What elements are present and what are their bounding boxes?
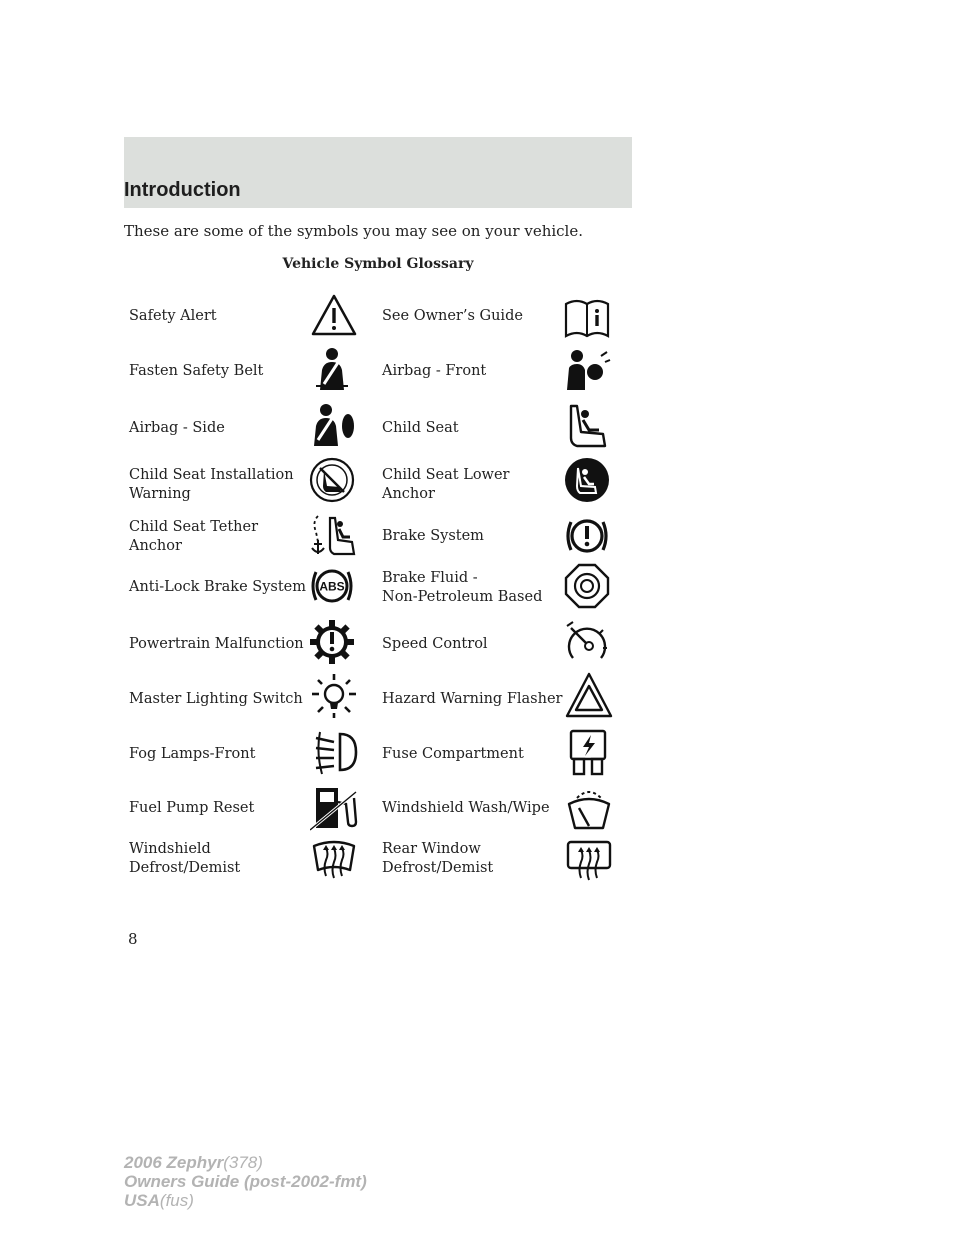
- book-info-icon: [563, 292, 611, 340]
- fuel-pump-icon: [310, 784, 358, 832]
- powertrain-icon: [308, 618, 356, 666]
- label-brake-fluid-1: Brake Fluid -: [382, 570, 478, 586]
- warning-triangle-icon: [310, 292, 358, 340]
- label-child-seat-install-1: Child Seat Installation: [129, 467, 294, 483]
- page-number: 8: [128, 930, 138, 948]
- brake-warning-icon: [563, 512, 611, 560]
- child-seat-warning-icon: [308, 456, 356, 504]
- rear-defrost-icon: [565, 836, 613, 884]
- label-child-seat-anchor-1: Child Seat Lower: [382, 467, 510, 483]
- label-child-seat-tether-1: Child Seat Tether: [129, 519, 258, 535]
- footer-model-code: (378): [223, 1153, 263, 1172]
- label-airbag-front: Airbag - Front: [382, 363, 487, 379]
- front-defrost-icon: [310, 836, 358, 884]
- label-fuel-pump: Fuel Pump Reset: [129, 800, 255, 816]
- label-windshield-defrost-2: Defrost/Demist: [129, 860, 241, 876]
- label-child-seat-anchor-2: Anchor: [382, 486, 435, 502]
- airbag-front-icon: [563, 346, 611, 394]
- footer-market: USA: [124, 1191, 160, 1210]
- footer-guide: Owners Guide (post-2002-fmt): [124, 1172, 367, 1191]
- hazard-triangle-icon: [565, 672, 613, 720]
- fog-lamp-icon: [310, 728, 358, 776]
- wiper-icon: [565, 784, 613, 832]
- label-brake-fluid-2: Non-Petroleum Based: [382, 589, 543, 605]
- label-wash-wipe: Windshield Wash/Wipe: [382, 800, 550, 816]
- label-hazard: Hazard Warning Flasher: [382, 691, 563, 707]
- light-bulb-icon: [310, 672, 358, 720]
- label-fog-lamps: Fog Lamps-Front: [129, 746, 256, 762]
- label-windshield-defrost-1: Windshield: [129, 841, 211, 857]
- fuse-icon: [565, 728, 613, 776]
- footer-market-code: (fus): [159, 1191, 194, 1210]
- document-footer: [124, 1153, 367, 1210]
- page-title: Introduction: [124, 179, 241, 201]
- speedometer-icon: [563, 618, 611, 666]
- airbag-side-icon: [308, 402, 356, 450]
- label-rear-defrost-2: Defrost/Demist: [382, 860, 494, 876]
- label-fasten-belt: Fasten Safety Belt: [129, 363, 264, 379]
- child-seat-anchor-icon: [563, 456, 611, 504]
- glossary-title: Vehicle Symbol Glossary: [282, 256, 474, 272]
- child-seat-icon: [563, 402, 611, 450]
- label-child-seat: Child Seat: [382, 420, 459, 436]
- label-owners-guide: See Owner’s Guide: [382, 308, 523, 324]
- label-airbag-side: Airbag - Side: [129, 420, 225, 436]
- intro-text: These are some of the symbols you may see on your vehicle.: [124, 222, 583, 240]
- abs-icon: [308, 562, 356, 610]
- label-safety-alert: Safety Alert: [129, 308, 217, 324]
- footer-model: 2006 Zephyr: [124, 1153, 224, 1172]
- label-speed-control: Speed Control: [382, 636, 488, 652]
- abs-icon-text: ABS: [319, 579, 345, 594]
- label-brake-system: Brake System: [382, 528, 484, 544]
- label-child-seat-tether-2: Anchor: [129, 538, 182, 554]
- seatbelt-icon: [308, 346, 356, 394]
- brake-fluid-icon: [563, 562, 611, 610]
- label-fuse: Fuse Compartment: [382, 746, 524, 762]
- label-master-lighting: Master Lighting Switch: [129, 691, 303, 707]
- tether-anchor-icon: [308, 512, 356, 560]
- label-powertrain: Powertrain Malfunction: [129, 636, 304, 652]
- label-rear-defrost-1: Rear Window: [382, 841, 481, 857]
- label-abs: Anti-Lock Brake System: [129, 579, 306, 595]
- label-child-seat-install-2: Warning: [129, 486, 191, 502]
